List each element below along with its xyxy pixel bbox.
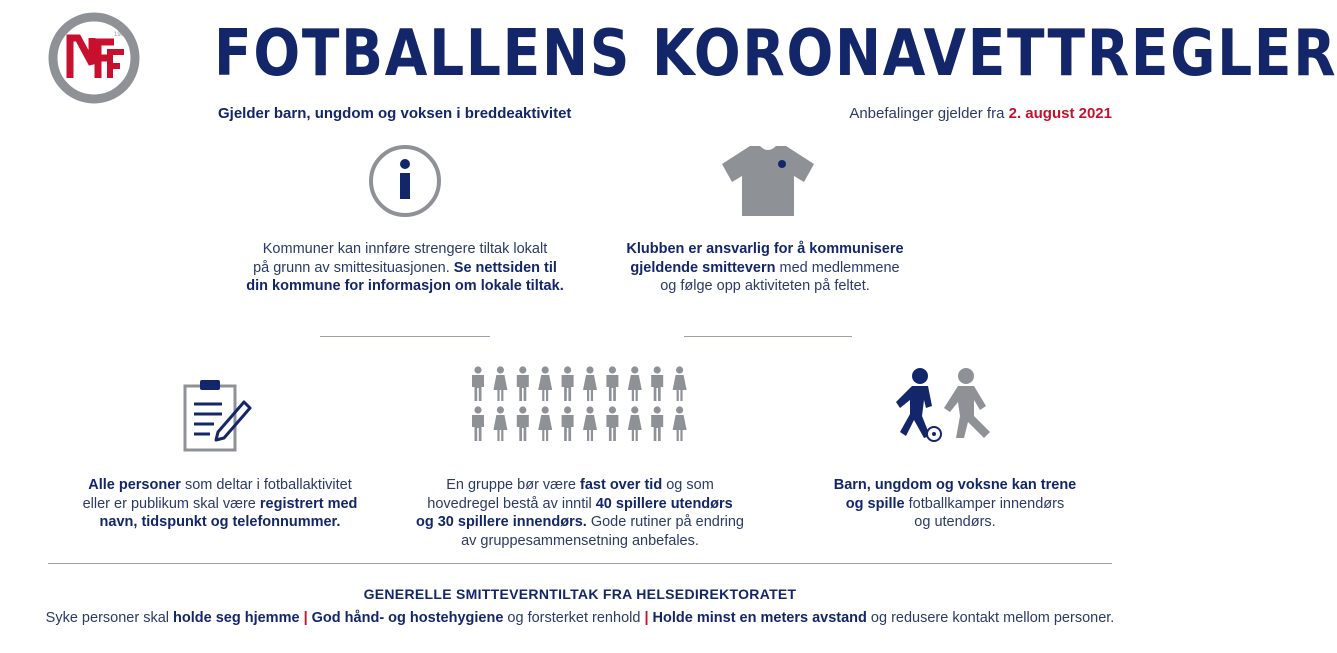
- footer-sep-2: |: [644, 610, 649, 626]
- valid-from-date: 2. august 2021: [1008, 105, 1112, 122]
- play-line2-bold: og spille: [845, 495, 905, 512]
- valid-from-label: Anbefalinger gjelder fra: [849, 105, 1005, 122]
- info-icon: [368, 144, 442, 218]
- club-line1-bold: Klubben er ansvarlig for å kommunisere: [626, 241, 904, 257]
- registration-line2-bold: registrert med: [259, 495, 358, 512]
- play-line3: og utendørs.: [914, 514, 996, 530]
- person-figure: [517, 366, 529, 401]
- page-subtitle: Gjelder barn, ungdom og voksen i breddeaktivitet: [218, 105, 572, 122]
- play-line1-bold: Barn, ungdom og voksne kan trene: [833, 477, 1077, 493]
- nff-logo: [48, 12, 140, 104]
- group-block: [395, 476, 765, 550]
- group-line3-plain: Gode rutiner på endring: [590, 514, 744, 530]
- footer-p2: og forsterket renhold: [507, 610, 641, 626]
- group-line1-plain2: og som: [666, 477, 714, 493]
- divider-right: [684, 336, 852, 337]
- group-line1-bold: fast over tid: [580, 477, 663, 493]
- person-figure: [606, 406, 618, 441]
- person-figure: [472, 366, 484, 401]
- person-figure: [493, 366, 507, 401]
- municipality-line3-bold: din kommune for informasjon om lokale tiltak.: [246, 278, 564, 294]
- club-line2-bold: gjeldende smittevern: [630, 259, 776, 276]
- footer-divider: [48, 563, 1112, 564]
- person-figure: [472, 406, 484, 441]
- divider-left: [320, 336, 490, 337]
- footer-sep-1: |: [303, 610, 308, 626]
- person-figure: [493, 406, 507, 441]
- registration-line3-bold: navn, tidspunkt og telefonnummer.: [99, 514, 341, 530]
- group-line1-plain: En gruppe bør være: [446, 477, 576, 493]
- clipboard-icon: [182, 376, 254, 454]
- person-figure: [606, 366, 618, 401]
- person-figure: [651, 406, 663, 441]
- person-figure: [562, 366, 574, 401]
- person-figure: [673, 406, 687, 441]
- municipality-block: [220, 240, 590, 296]
- group-line3-bold: og 30 spillere innendørs.: [415, 514, 587, 530]
- registration-block: [40, 476, 400, 532]
- person-figure: [583, 366, 597, 401]
- footer-b2: God hånd- og hostehygiene: [311, 610, 504, 626]
- group-line2-bold: 40 spillere utendørs: [595, 495, 733, 512]
- group-line2-plain: hovedregel bestå av inntil: [427, 495, 592, 512]
- people-group-icon: [466, 366, 696, 444]
- footer-p1: Syke personer skal: [45, 610, 169, 626]
- registration-line1-plain: som deltar i fotballaktivitet: [184, 477, 352, 493]
- club-line2-plain: med medlemmene: [779, 259, 900, 276]
- municipality-line1: Kommuner kan innføre strengere tiltak lokalt: [262, 241, 548, 257]
- person-figure: [651, 366, 663, 401]
- play-block: [775, 476, 1135, 532]
- footer-b3: Holde minst en meters avstand: [652, 610, 867, 626]
- club-block: [580, 240, 950, 296]
- registration-line1-bold: Alle personer: [88, 477, 181, 493]
- person-figure: [538, 406, 552, 441]
- players-icon: [886, 366, 998, 446]
- municipality-line2-bold: Se nettsiden til: [453, 259, 557, 276]
- footer-title: GENERELLE SMITTEVERNTILTAK FRA HELSEDIREKTORATET: [363, 586, 797, 602]
- person-figure: [628, 366, 642, 401]
- person-figure: [628, 406, 642, 441]
- registration-line2-plain: eller er publikum skal være: [82, 495, 256, 512]
- person-figure: [538, 366, 552, 401]
- page-title: FOTBALLENS KORONAVETTREGLER: [214, 17, 1337, 91]
- play-line2-plain: fotballkamper innendørs: [908, 495, 1065, 512]
- footer-b1: holde seg hjemme: [173, 610, 300, 626]
- person-figure: [517, 406, 529, 441]
- club-line3: og følge opp aktiviteten på feltet.: [660, 278, 870, 294]
- footer-p3: og redusere kontakt mellom personer.: [870, 610, 1115, 626]
- footer-text: [0, 610, 1160, 626]
- valid-from: [849, 105, 1112, 122]
- person-figure: [673, 366, 687, 401]
- group-line4: av gruppesammensetning anbefales.: [461, 532, 699, 549]
- person-figure: [562, 406, 574, 441]
- person-figure: [583, 406, 597, 441]
- shirt-icon: [720, 142, 816, 218]
- municipality-line2-plain: på grunn av smittesituasjonen.: [253, 259, 450, 276]
- logo-year: 1902: [114, 32, 128, 38]
